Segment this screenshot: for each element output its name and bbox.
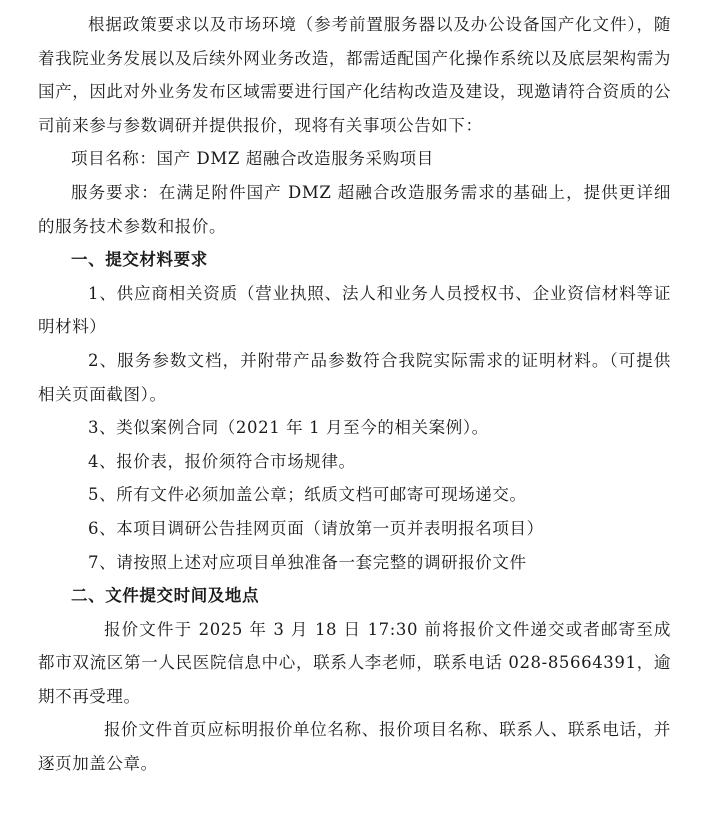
list-item: 7、请按照上述对应项目单独准备一套完整的调研报价文件 [88, 552, 527, 572]
section2-heading: 二、文件提交时间及地点 [71, 586, 260, 606]
list-item: 1、供应商相关资质（营业执照、法人和业务人员授权书、企业资信材料等证明材料） [38, 283, 671, 337]
service-requirements: 服务要求：在满足附件国产 DMZ 超融合改造服务需求的基础上，提供更详细的服务技术参数和报价。 [38, 182, 671, 236]
submission-time-paragraph: 报价文件于 2025 年 3 月 18 日 17:30 前将报价文件递交或者邮寄至成都市双流区第一人民医院信息中心，联系人李老师，联系电话 028-85664391，逾期不再受理。 [38, 619, 671, 706]
list-item: 3、类似案例合同（2021 年 1 月至今的相关案例）。 [88, 418, 489, 438]
list-item: 5、所有文件必须加盖公章；纸质文档可邮寄可现场递交。 [88, 485, 527, 505]
list-item: 4、报价表，报价须符合市场规律。 [88, 451, 356, 471]
cover-page-paragraph: 报价文件首页应标明报价单位名称、报价项目名称、联系人、联系电话，并逐页加盖公章。 [38, 720, 671, 774]
project-name: 项目名称：国产 DMZ 超融合改造服务采购项目 [71, 149, 434, 169]
intro-paragraph: 根据政策要求以及市场环境（参考前置服务器以及办公设备国产化文件），随着我院业务发展以及后续外网业务改造，都需适配国产化操作系统以及底层架构需为国产，因此对外业务发布区域需要进行国产化结构改造及建设，现邀请符合资质的公司前来参与参数调研并提供报价，现将有关事项公告如下： [38, 15, 671, 135]
list-item: 2、服务参数文档，并附带产品参数符合我院实际需求的证明材料。（可提供相关页面截图）。 [38, 350, 671, 404]
section1-heading: 一、提交材料要求 [71, 250, 208, 270]
list-item: 6、本项目调研公告挂网页面（请放第一页并表明报名项目） [88, 518, 544, 538]
